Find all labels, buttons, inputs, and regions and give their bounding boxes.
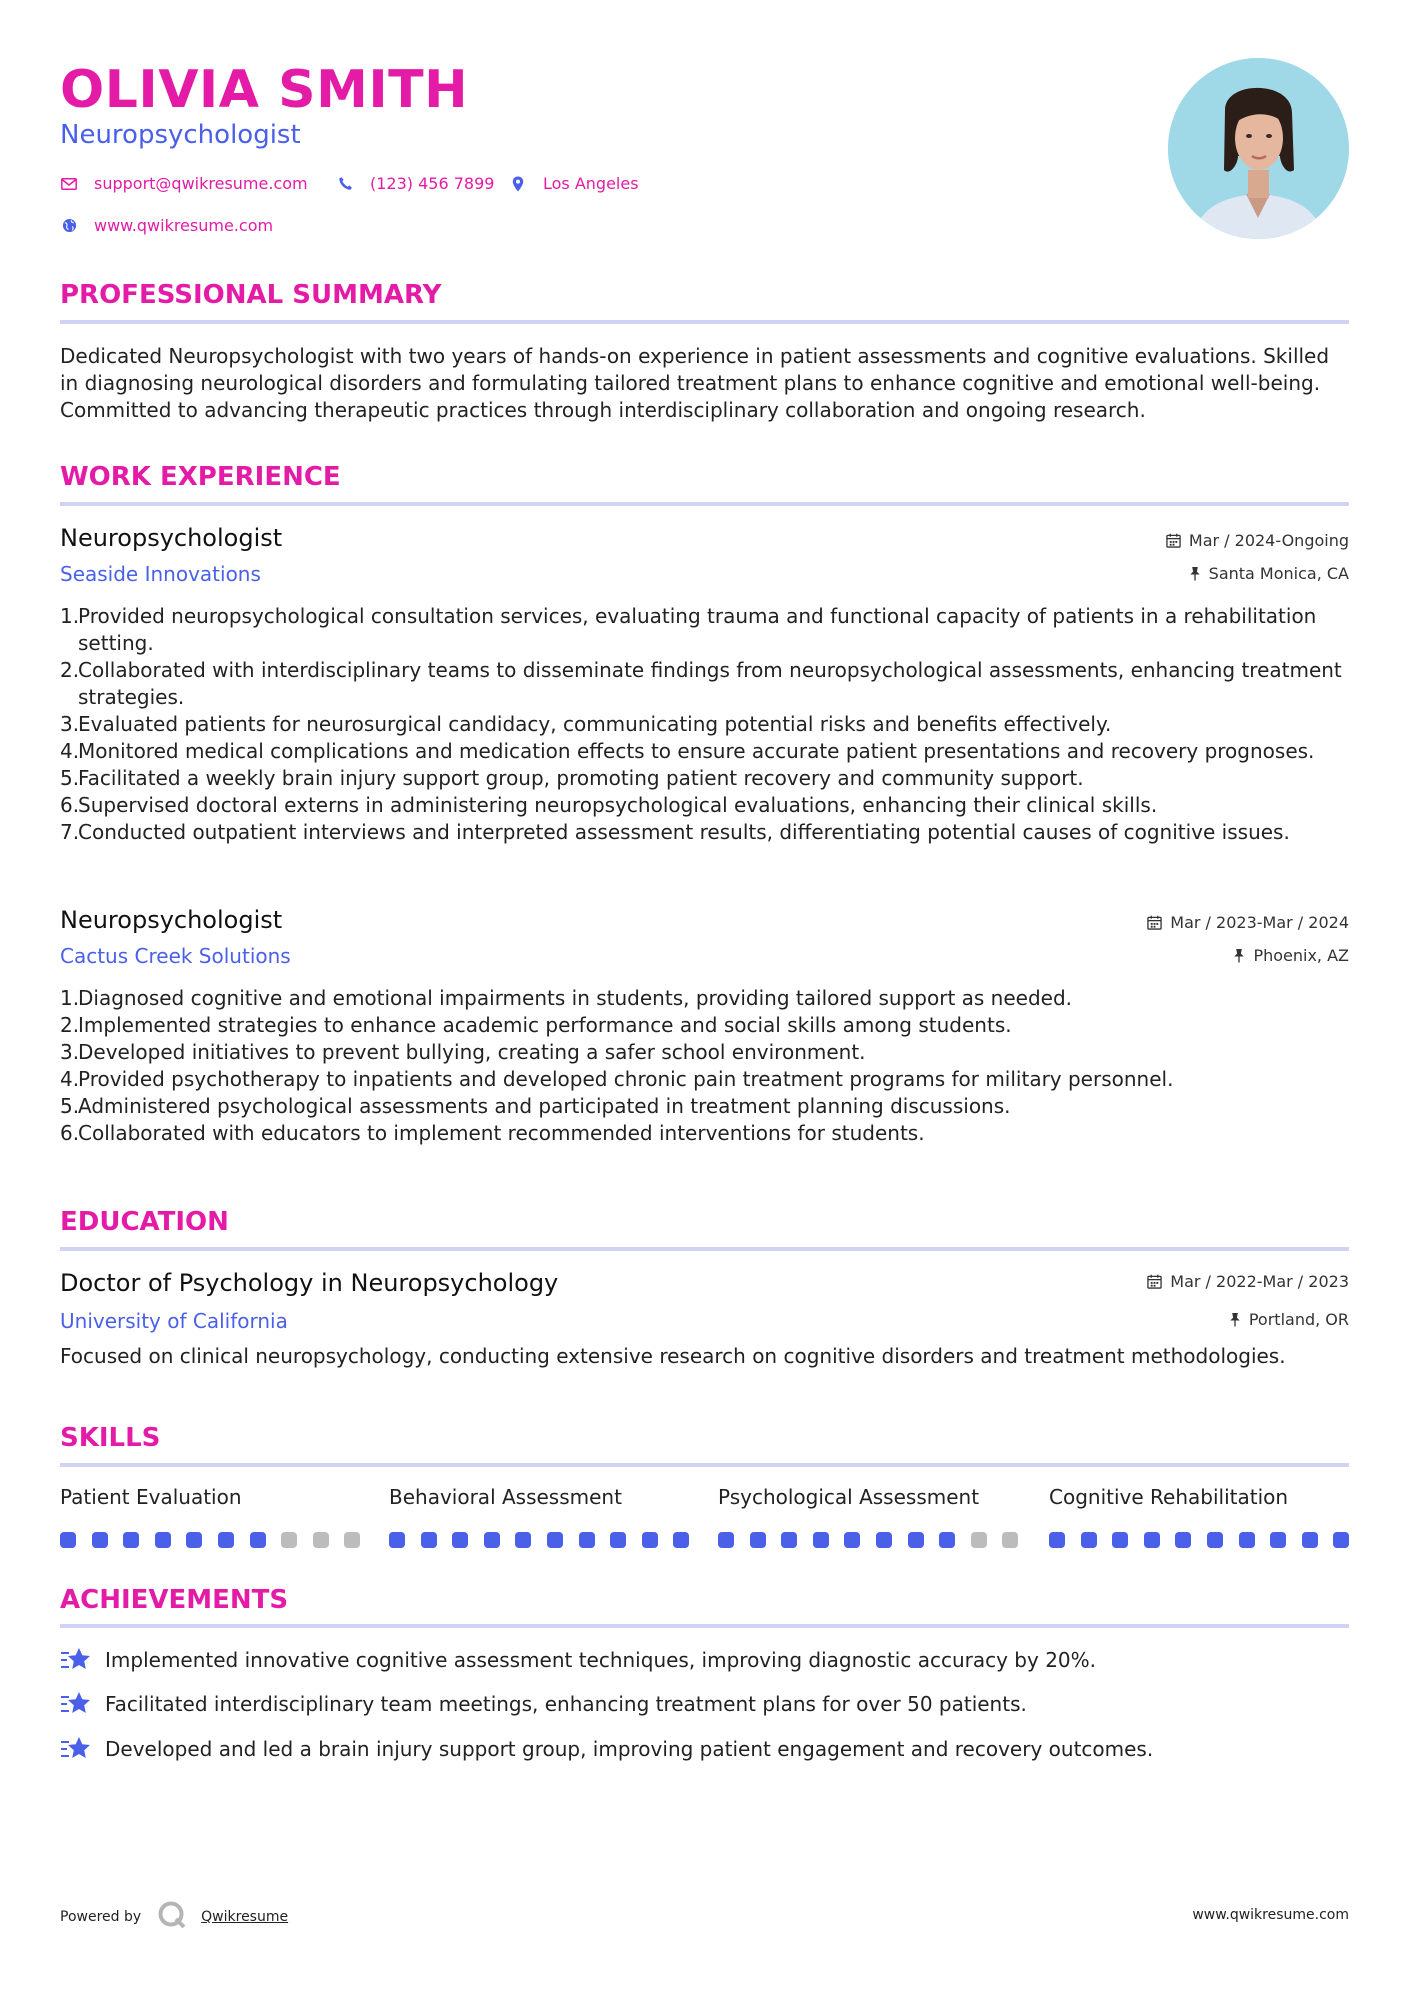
rating-dot-filled <box>60 1532 76 1548</box>
rating-dot-empty <box>1002 1532 1018 1548</box>
star-icon <box>60 1690 92 1718</box>
dates-text: Mar / 2024-Ongoing <box>1188 531 1349 550</box>
list-item: Collaborated with interdisciplinary teams to disseminate findings from neuropsychological assessments, enhancing treatment strategies. <box>78 658 1342 709</box>
list-item: Implemented strategies to enhance academic performance and social skills among students. <box>78 1013 1012 1037</box>
rating-dot-filled <box>781 1532 797 1548</box>
rating-dot-empty <box>313 1532 329 1548</box>
skill-rating <box>389 1532 689 1548</box>
pushpin-icon <box>1233 948 1245 963</box>
rating-dot-filled <box>92 1532 108 1548</box>
envelope-icon <box>60 175 78 193</box>
education-dates <box>1147 1272 1349 1291</box>
pushpin-icon <box>1189 566 1201 581</box>
star-icon <box>60 1735 92 1763</box>
rating-dot-filled <box>1175 1532 1191 1548</box>
achievement-item <box>60 1646 1096 1674</box>
skill-rating <box>60 1532 360 1548</box>
email-text[interactable]: support@qwikresume.com <box>94 174 308 193</box>
calendar-icon <box>1147 1274 1162 1289</box>
location-text: Los Angeles <box>543 174 639 193</box>
qwikresume-logo-icon <box>157 1900 187 1934</box>
rating-dot-filled <box>876 1532 892 1548</box>
skill-name: Patient Evaluation <box>60 1485 242 1509</box>
calendar-icon <box>1166 533 1181 548</box>
skill-rating <box>718 1532 1018 1548</box>
summary-text: Dedicated Neuropsychologist with two years of hands-on experience in patient assessments and cognitive evaluations. Skilled in diagnosing neurological disorders and formulating tailored treatment plans to enhance cognitive and emotional well-being. Committed to advancing therapeutic practices through interdisciplinary collaboration and ongoing research. <box>60 344 1330 422</box>
achievement-text: Facilitated interdisciplinary team meetings, enhancing treatment plans for over 50 patients. <box>105 1692 1027 1716</box>
skill-name: Psychological Assessment <box>718 1485 980 1509</box>
rating-dot-filled <box>547 1532 563 1548</box>
rating-dot-filled <box>1144 1532 1160 1548</box>
achievement-item <box>60 1690 1027 1718</box>
company-name: Seaside Innovations <box>60 562 261 586</box>
phone-contact[interactable] <box>336 174 494 193</box>
rating-dot-filled <box>389 1532 405 1548</box>
rating-dot-filled <box>844 1532 860 1548</box>
section-divider <box>60 502 1349 506</box>
job-dates <box>1147 913 1349 932</box>
rating-dot-filled <box>1270 1532 1286 1548</box>
rating-dot-filled <box>1049 1532 1065 1548</box>
company-name: Cactus Creek Solutions <box>60 944 291 968</box>
website-contact[interactable] <box>60 216 273 235</box>
summary-heading: PROFESSIONAL SUMMARY <box>60 280 442 310</box>
job-location <box>1189 564 1349 583</box>
job-location <box>1233 946 1349 965</box>
location-text: Portland, OR <box>1248 1310 1349 1329</box>
dates-text: Mar / 2022-Mar / 2023 <box>1170 1272 1349 1291</box>
star-icon <box>60 1646 92 1674</box>
phone-icon <box>336 175 354 193</box>
list-item: Conducted outpatient interviews and interpreted assessment results, differentiating potential causes of cognitive issues. <box>78 820 1290 844</box>
section-divider <box>60 1463 1349 1467</box>
powered-by-label: Powered by <box>60 1909 142 1925</box>
rating-dot-filled <box>1207 1532 1223 1548</box>
job-dates <box>1166 531 1349 550</box>
achievement-text: Implemented innovative cognitive assessment techniques, improving diagnostic accuracy by 20%. <box>105 1648 1097 1672</box>
rating-dot-filled <box>123 1532 139 1548</box>
footer-website[interactable]: www.qwikresume.com <box>1192 1907 1349 1923</box>
location-contact <box>509 174 639 193</box>
location-text: Santa Monica, CA <box>1208 564 1349 583</box>
location-text: Phoenix, AZ <box>1253 946 1349 965</box>
achievement-text: Developed and led a brain injury support group, improving patient engagement and recovery outcomes. <box>105 1737 1154 1761</box>
job-title: Neuropsychologist <box>60 524 283 552</box>
rating-dot-filled <box>610 1532 626 1548</box>
map-pin-icon <box>509 175 527 193</box>
list-item: Administered psychological assessments and participated in treatment planning discussions. <box>78 1094 1011 1118</box>
list-item: Provided psychotherapy to inpatients and developed chronic pain treatment programs for military personnel. <box>78 1067 1174 1091</box>
rating-dot-filled <box>718 1532 734 1548</box>
rating-dot-empty <box>344 1532 360 1548</box>
degree-title: Doctor of Psychology in Neuropsychology <box>60 1269 559 1297</box>
skill-name: Behavioral Assessment <box>389 1485 622 1509</box>
school-name: University of California <box>60 1309 288 1333</box>
rating-dot-filled <box>813 1532 829 1548</box>
section-divider <box>60 320 1349 324</box>
list-item: Developed initiatives to prevent bullying, creating a safer school environment. <box>78 1040 866 1064</box>
profile-photo <box>1168 58 1349 239</box>
globe-icon <box>60 217 78 235</box>
resume-page <box>60 0 1349 1990</box>
section-divider <box>60 1624 1349 1628</box>
section-divider <box>60 1247 1349 1251</box>
experience-heading: WORK EXPERIENCE <box>60 462 341 492</box>
rating-dot-filled <box>1302 1532 1318 1548</box>
achievement-item <box>60 1735 1153 1763</box>
rating-dot-filled <box>421 1532 437 1548</box>
list-item: Diagnosed cognitive and emotional impairments in students, providing tailored support as needed. <box>78 986 1073 1010</box>
job-bullets <box>60 985 1367 1147</box>
candidate-role: Neuropsychologist <box>60 120 301 150</box>
skill-item <box>1049 1484 1349 1510</box>
job-bullets <box>60 603 1367 846</box>
pushpin-icon <box>1229 1312 1241 1327</box>
education-description: Focused on clinical neuropsychology, conducting extensive research on cognitive disorders and treatment methodologies. <box>60 1344 1286 1368</box>
rating-dot-empty <box>281 1532 297 1548</box>
skill-item <box>718 1484 1018 1510</box>
skill-rating <box>1049 1532 1349 1548</box>
email-contact[interactable] <box>60 174 308 193</box>
list-item: Facilitated a weekly brain injury support group, promoting patient recovery and community support. <box>78 766 1084 790</box>
phone-text[interactable]: (123) 456 7899 <box>370 174 495 193</box>
candidate-name: OLIVIA SMITH <box>60 60 469 120</box>
rating-dot-filled <box>1081 1532 1097 1548</box>
website-text[interactable]: www.qwikresume.com <box>94 216 274 235</box>
rating-dot-empty <box>971 1532 987 1548</box>
rating-dot-filled <box>1333 1532 1349 1548</box>
rating-dot-filled <box>908 1532 924 1548</box>
education-heading: EDUCATION <box>60 1207 229 1237</box>
dates-text: Mar / 2023-Mar / 2024 <box>1170 913 1349 932</box>
rating-dot-filled <box>186 1532 202 1548</box>
calendar-icon <box>1147 915 1162 930</box>
skill-item <box>389 1484 689 1510</box>
rating-dot-filled <box>642 1532 658 1548</box>
list-item: Provided neuropsychological consultation services, evaluating trauma and functional capacity of patients in a rehabilitation setting. <box>78 604 1317 655</box>
rating-dot-filled <box>1239 1532 1255 1548</box>
rating-dot-filled <box>218 1532 234 1548</box>
skill-name: Cognitive Rehabilitation <box>1049 1485 1289 1509</box>
list-item: Collaborated with educators to implement recommended interventions for students. <box>78 1121 925 1145</box>
education-location <box>1229 1310 1349 1329</box>
rating-dot-filled <box>579 1532 595 1548</box>
rating-dot-filled <box>750 1532 766 1548</box>
rating-dot-filled <box>1112 1532 1128 1548</box>
rating-dot-filled <box>515 1532 531 1548</box>
powered-by <box>60 1900 288 1934</box>
rating-dot-filled <box>155 1532 171 1548</box>
skills-heading: SKILLS <box>60 1423 161 1453</box>
rating-dot-filled <box>250 1532 266 1548</box>
list-item: Evaluated patients for neurosurgical candidacy, communicating potential risks and benefits effectively. <box>78 712 1112 736</box>
rating-dot-filled <box>452 1532 468 1548</box>
rating-dot-filled <box>484 1532 500 1548</box>
qwikresume-link[interactable]: Qwikresume <box>201 1909 289 1925</box>
rating-dot-filled <box>939 1532 955 1548</box>
skill-item <box>60 1484 360 1510</box>
list-item: Monitored medical complications and medication effects to ensure accurate patient presentations and recovery prognoses. <box>78 739 1315 763</box>
job-title: Neuropsychologist <box>60 906 283 934</box>
list-item: Supervised doctoral externs in administering neuropsychological evaluations, enhancing their clinical skills. <box>78 793 1158 817</box>
rating-dot-filled <box>673 1532 689 1548</box>
achievements-heading: ACHIEVEMENTS <box>60 1585 289 1615</box>
